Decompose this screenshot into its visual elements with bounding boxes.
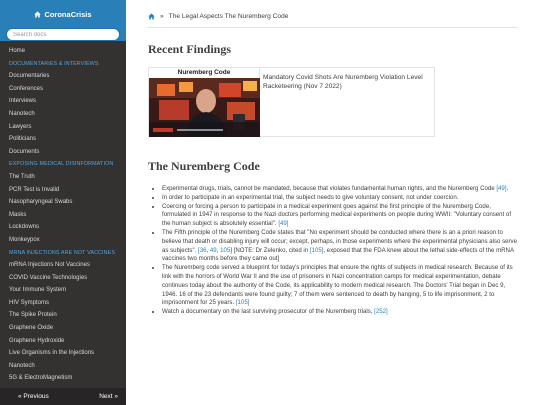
brand-link[interactable] [34, 10, 91, 19]
citation-link[interactable]: [36 [198, 246, 207, 254]
sidebar-item[interactable]: Nanotech [9, 362, 35, 369]
list-item [162, 194, 518, 203]
list-item-text: , exposed that the FDA knew about the lethal side-effects of the mRNA vaccines two months before they came out] [162, 246, 514, 263]
home-icon [34, 11, 41, 18]
finding-link[interactable]: Mandatory Covid Shots Are Nuremberg Violation Level Racketeering (Nov 7 2022) [263, 74, 423, 90]
breadcrumb-current: The Legal Aspects The Nuremberg Code [168, 13, 289, 20]
list-item-text: ] [NOTE: Dr Zelenko, cited in [230, 246, 310, 254]
citation-link[interactable]: [105] [309, 246, 324, 254]
sidebar-item[interactable]: Interviews [9, 98, 37, 105]
citation-link[interactable]: 49 [209, 246, 217, 254]
list-item-text: , [216, 246, 221, 254]
sidebar-item[interactable]: Nasopharyngeal Swabs [9, 199, 73, 206]
list-item-text: Experimental drugs, trials, cannot be mandated, because that violates fundamental human rights, and the Nuremberg Code [162, 185, 497, 192]
sidebar-item[interactable]: mRNA Injections Not Vaccines [9, 262, 90, 269]
sidebar-item[interactable]: The Truth [9, 173, 35, 180]
sidebar-header [0, 0, 126, 41]
breadcrumb-home[interactable] [148, 13, 155, 20]
sidebar-item[interactable]: Conferences [9, 85, 44, 92]
sidebar-item[interactable]: Monkeypox [9, 236, 40, 243]
sidebar [0, 0, 126, 405]
sidebar-item[interactable]: Lockdowns [9, 224, 40, 231]
brand-name: CoronaCrisis [44, 10, 92, 19]
pagination [0, 388, 126, 405]
citation-link[interactable]: [252] [374, 308, 388, 316]
sidebar-item[interactable]: Home [9, 48, 26, 54]
sidebar-item[interactable]: COVID Vaccine Technologies [9, 274, 88, 281]
sidebar-caption: MRNA INJECTIONS ARE NOT VACCINES [9, 249, 116, 256]
list-item-text: , [206, 246, 210, 254]
speaker-photo [149, 78, 260, 137]
list-item-text: . [506, 185, 509, 192]
sidebar-item[interactable]: Documentaries [9, 73, 50, 80]
sidebar-item[interactable]: Masks [9, 211, 27, 218]
breadcrumb-separator: » [160, 13, 164, 20]
list-item [162, 308, 518, 317]
list-item-text: The Nuremberg code served a blueprint for today's principles that ensure the rights of subjects in medical research. Because of its link with the horrors of World War II and the use of prisoners in Nazi concentration camps for medical experimentation, debate continues today about the authority of the Code, its applicability to modern medical research. The Doctors' Trial began in Dec 9, 1946. 16 of the 23 defendants were found guilty; 7 of them were sentenced to death by hanging, 5 to life imprisonment, 2 to imprisonment for 25 years. [162, 264, 513, 307]
list-item [162, 229, 518, 264]
citation-link[interactable]: 105 [220, 246, 231, 254]
nuremberg-points-list [148, 185, 518, 317]
breadcrumb [148, 13, 518, 20]
finding-video-thumbnail[interactable] [149, 78, 260, 137]
sidebar-item[interactable]: Documents [9, 148, 40, 155]
list-item [162, 203, 518, 229]
finding-image-title: Nuremberg Code [177, 69, 231, 76]
list-item-text: The Fifth principle of the Nuremberg Code states that "No experiment should be conducted where there is an a priori reason to believe that death or disabling injury will occur; except, perhaps, in those experiments where the experimental physicians also serve as subjects". [162, 228, 517, 254]
home-icon [148, 13, 155, 20]
sidebar-item[interactable]: PCR Test is Invalid [9, 186, 60, 193]
divider [148, 27, 518, 28]
sidebar-item[interactable]: Your Immune System [9, 287, 67, 294]
sidebar-item[interactable]: 5G & ElectroMagnetism [9, 375, 73, 382]
citation-link[interactable]: [105] [235, 299, 250, 307]
list-item [162, 264, 518, 308]
finding-image-cell [149, 68, 260, 136]
list-item-text: Watch a documentary on the last surviving prosecutor of the Nuremberg trials, [162, 308, 375, 316]
sidebar-item[interactable]: Lawyers [9, 123, 32, 130]
findings-table [148, 67, 435, 137]
list-item-text: In order to participate in an experimental trial, the subject needs to give voluntary consent, not under coercion. [162, 193, 459, 201]
search-input[interactable] [6, 28, 120, 41]
previous-button[interactable]: « Previous [18, 393, 49, 400]
sidebar-caption: EXPOSING MEDICAL DISINFORMATION [9, 161, 114, 168]
sidebar-nav [0, 41, 126, 385]
recent-findings-heading: Recent Findings [148, 42, 232, 56]
sidebar-item[interactable]: Politicians [9, 136, 37, 143]
sidebar-item[interactable]: Live Organisms in the Injections [9, 350, 95, 357]
list-item-text: Coercing or forcing a person to participate in a medical experiment goes against the first principle of the Nuremberg Code, formulated in 1947 in response to the Nazi doctors performing medical experiments on people during WWII: "Voluntary consent of the human subject is absolutely essential". [162, 202, 512, 228]
nuremberg-code-heading: The Nuremberg Code [148, 159, 260, 173]
sidebar-item[interactable]: The Spike Protein [9, 312, 57, 319]
next-button[interactable]: Next » [99, 393, 118, 400]
citation-link[interactable]: [49] [278, 220, 289, 228]
list-item [162, 185, 518, 194]
sidebar-item[interactable]: HIV Symptoms [9, 299, 50, 306]
citation-link[interactable]: [49] [496, 185, 507, 192]
sidebar-caption: DOCUMENTARIES & INTERVIEWS [9, 60, 99, 67]
main-content [126, 0, 540, 405]
sidebar-item[interactable]: Graphene Hydroxide [9, 337, 65, 344]
sidebar-item[interactable]: Nanotech [9, 110, 35, 117]
sidebar-item[interactable]: Graphene Oxide [9, 325, 54, 332]
